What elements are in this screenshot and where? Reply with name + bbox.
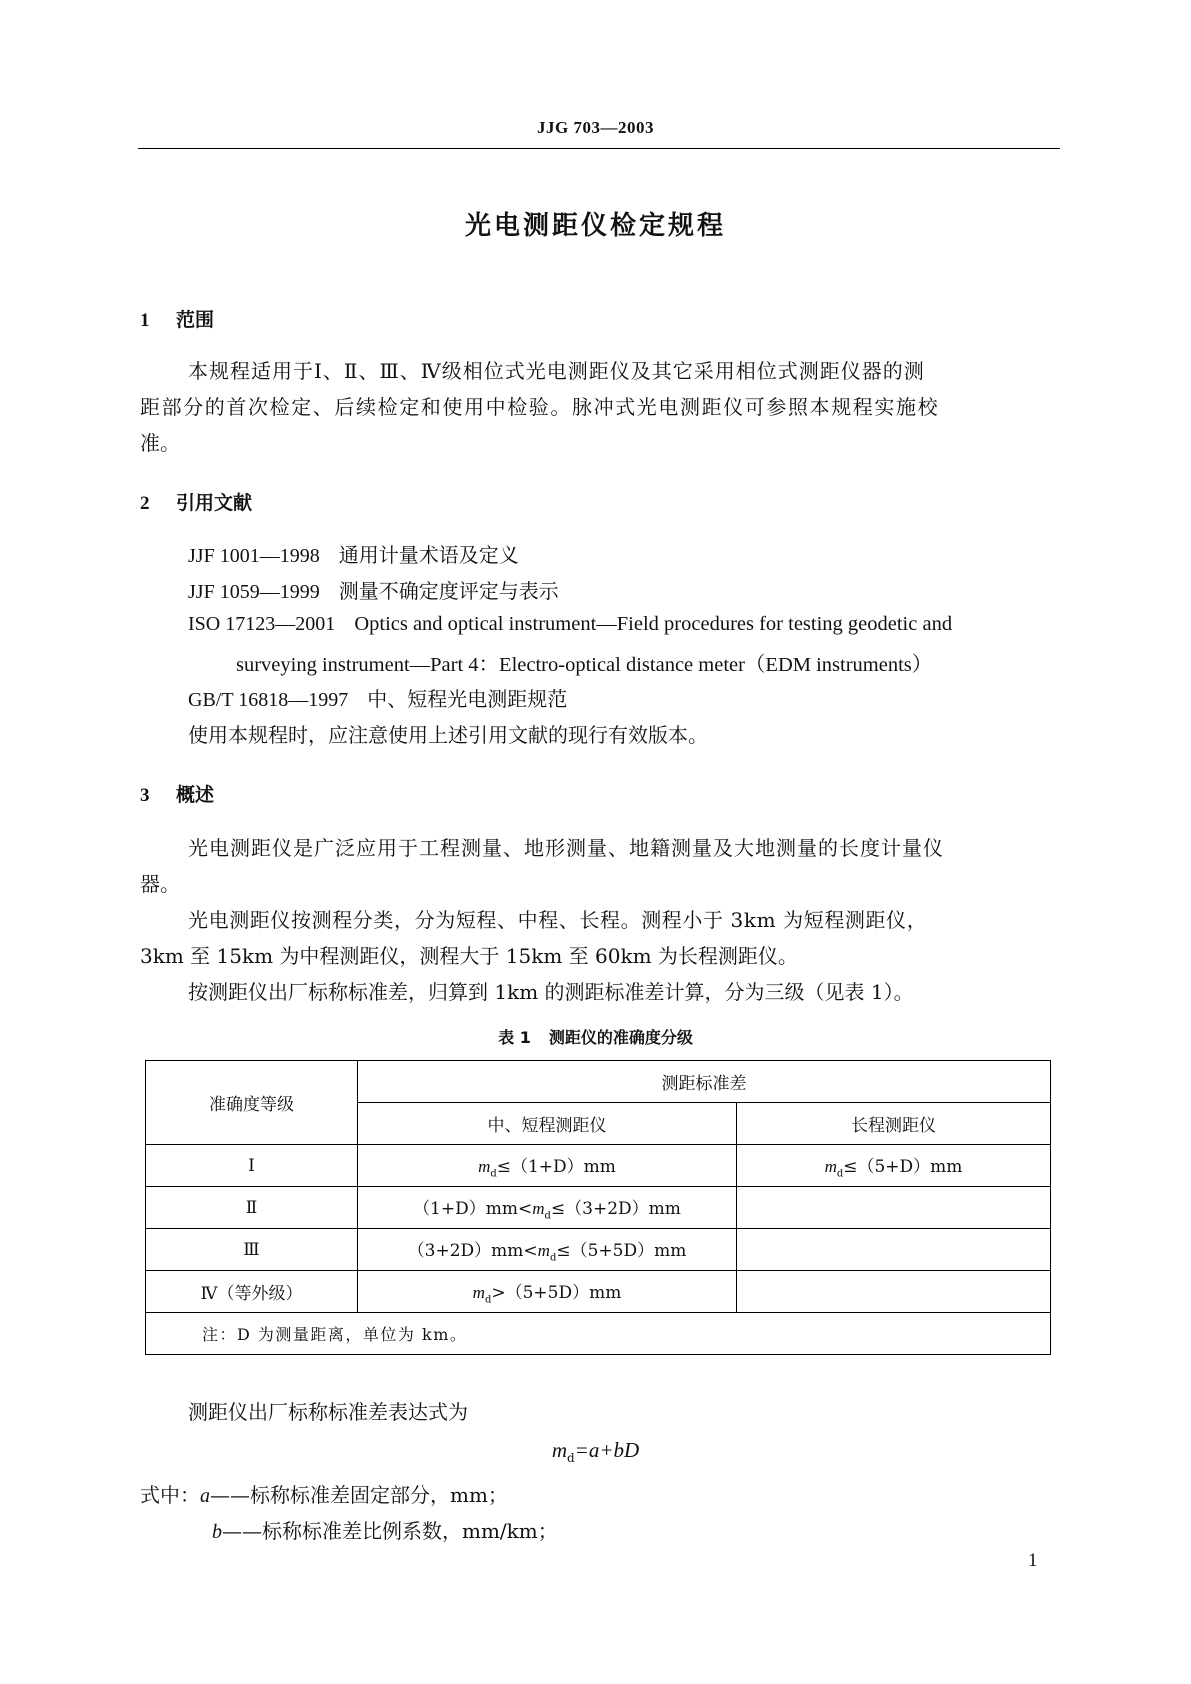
section-title: 概述 [176, 784, 215, 806]
section-2-heading [140, 488, 252, 515]
mid-short-cell: $(3+2D)mm<m_d\le(5+5D)mm$ [358, 1229, 737, 1271]
long-cell [737, 1271, 1051, 1313]
reference-item [188, 539, 519, 568]
table-row [146, 1229, 1051, 1271]
reference-code: ISO 17123—2001 [188, 613, 336, 635]
mid-short-cell: $m_d>(5+5D)mm$ [358, 1271, 737, 1313]
paragraph-line: 光电测距仪按测程分类，分为短程、中程、长程。测程小于 3km 为短程测距仪， [188, 908, 928, 932]
standard-code-header: JJG 703—2003 [537, 118, 654, 137]
table-header-row [146, 1061, 1051, 1103]
section-number: 3 [140, 785, 150, 806]
header-rule [138, 148, 1060, 149]
definition-prefix: 式中： [140, 1483, 200, 1507]
grade-cell: Ⅰ [146, 1145, 358, 1187]
table-note-row [146, 1313, 1051, 1355]
table-row [146, 1271, 1051, 1313]
section-title: 范围 [176, 309, 215, 331]
formula-subscript: d [566, 1451, 575, 1466]
definition-symbol: b [212, 1521, 222, 1543]
table-caption [0, 1025, 1191, 1048]
page-number: 1 [1028, 1550, 1038, 1571]
reference-code: GB/T 16818—1997 [188, 689, 349, 711]
section-number: 2 [140, 493, 150, 514]
definition-line [140, 1479, 508, 1508]
reference-title: 测量不确定度评定与表示 [338, 579, 559, 603]
reference-code: JJF 1001—1998 [188, 545, 320, 567]
formula [0, 1438, 1191, 1465]
grade-cell: Ⅱ [146, 1187, 358, 1229]
definition-line [212, 1515, 558, 1544]
section-title: 引用文献 [176, 492, 253, 514]
reference-continuation [236, 647, 932, 677]
accuracy-grade-table [145, 1060, 1051, 1355]
header-group: 测距标准差 [358, 1061, 1051, 1103]
paragraph-line: 距部分的首次检定、后续检定和使用中检验。脉冲式光电测距仪可参照本规程实施校 [140, 395, 940, 419]
table-row [146, 1145, 1051, 1187]
paragraph-line: 按测距仪出厂标称标准差，归算到 1km 的测距标准差计算，分为三级（见表 1）。 [188, 980, 914, 1004]
table-caption-text: 测距仪的准确度分级 [548, 1028, 693, 1047]
mid-short-cell: $(1+D)mm<m_d\le(3+2D)mm$ [358, 1187, 737, 1229]
definition-text: ——标称标准差比例系数，mm/km； [222, 1519, 558, 1543]
section-1-heading [140, 305, 214, 332]
grade-cell: Ⅲ [146, 1229, 358, 1271]
definition-symbol: a [200, 1485, 210, 1507]
reference-title-continued: surveying instrument—Part 4：Electro-optical distance meter（EDM instruments） [236, 654, 933, 676]
grade-cell: Ⅳ（等外级） [146, 1271, 358, 1313]
long-cell: $m_d\le(5+D)mm$ [737, 1145, 1051, 1187]
reference-note: 使用本规程时，应注意使用上述引用文献的现行有效版本。 [188, 723, 708, 747]
table-number: 表 1 [498, 1028, 531, 1047]
header-mid-short: 中、短程测距仪 [358, 1103, 737, 1145]
paragraph-line: 准。 [140, 431, 180, 455]
section-3-heading [140, 780, 214, 807]
header-long: 长程测距仪 [737, 1103, 1051, 1145]
paragraph-line: 光电测距仪是广泛应用于工程测量、地形测量、地籍测量及大地测量的长度计量仪 [188, 836, 944, 860]
long-cell [737, 1229, 1051, 1271]
table-row [146, 1187, 1051, 1229]
formula-lhs: m [551, 1438, 567, 1462]
table-note: 注：D 为测量距离，单位为 km。 [146, 1313, 1051, 1355]
header-grade: 准确度等级 [146, 1061, 358, 1145]
definition-text: ——标称标准差固定部分，mm； [210, 1483, 508, 1507]
formula-intro: 测距仪出厂标称标准差表达式为 [188, 1400, 468, 1424]
paragraph-line: 本规程适用于Ⅰ、Ⅱ、Ⅲ、Ⅳ级相位式光电测距仪及其它采用相位式测距仪器的测 [188, 359, 925, 383]
section-number: 1 [140, 310, 150, 331]
document-title: 光电测距仪检定规程 [464, 211, 726, 241]
mid-short-cell: $m_d\le(1+D)mm$ [358, 1145, 737, 1187]
reference-title: Optics and optical instrument—Field procedures for testing geodetic and [354, 613, 953, 635]
reference-item [188, 683, 567, 712]
reference-title: 通用计量术语及定义 [338, 543, 519, 567]
paragraph-line: 器。 [140, 872, 180, 896]
reference-code: JJF 1059—1999 [188, 581, 320, 603]
formula-rhs: =a+bD [574, 1438, 640, 1462]
reference-item [188, 575, 559, 604]
long-cell [737, 1187, 1051, 1229]
paragraph-line: 3km 至 15km 为中程测距仪，测程大于 15km 至 60km 为长程测距仪。 [140, 944, 798, 968]
reference-title: 中、短程光电测距规范 [367, 687, 568, 711]
reference-item [188, 611, 952, 636]
